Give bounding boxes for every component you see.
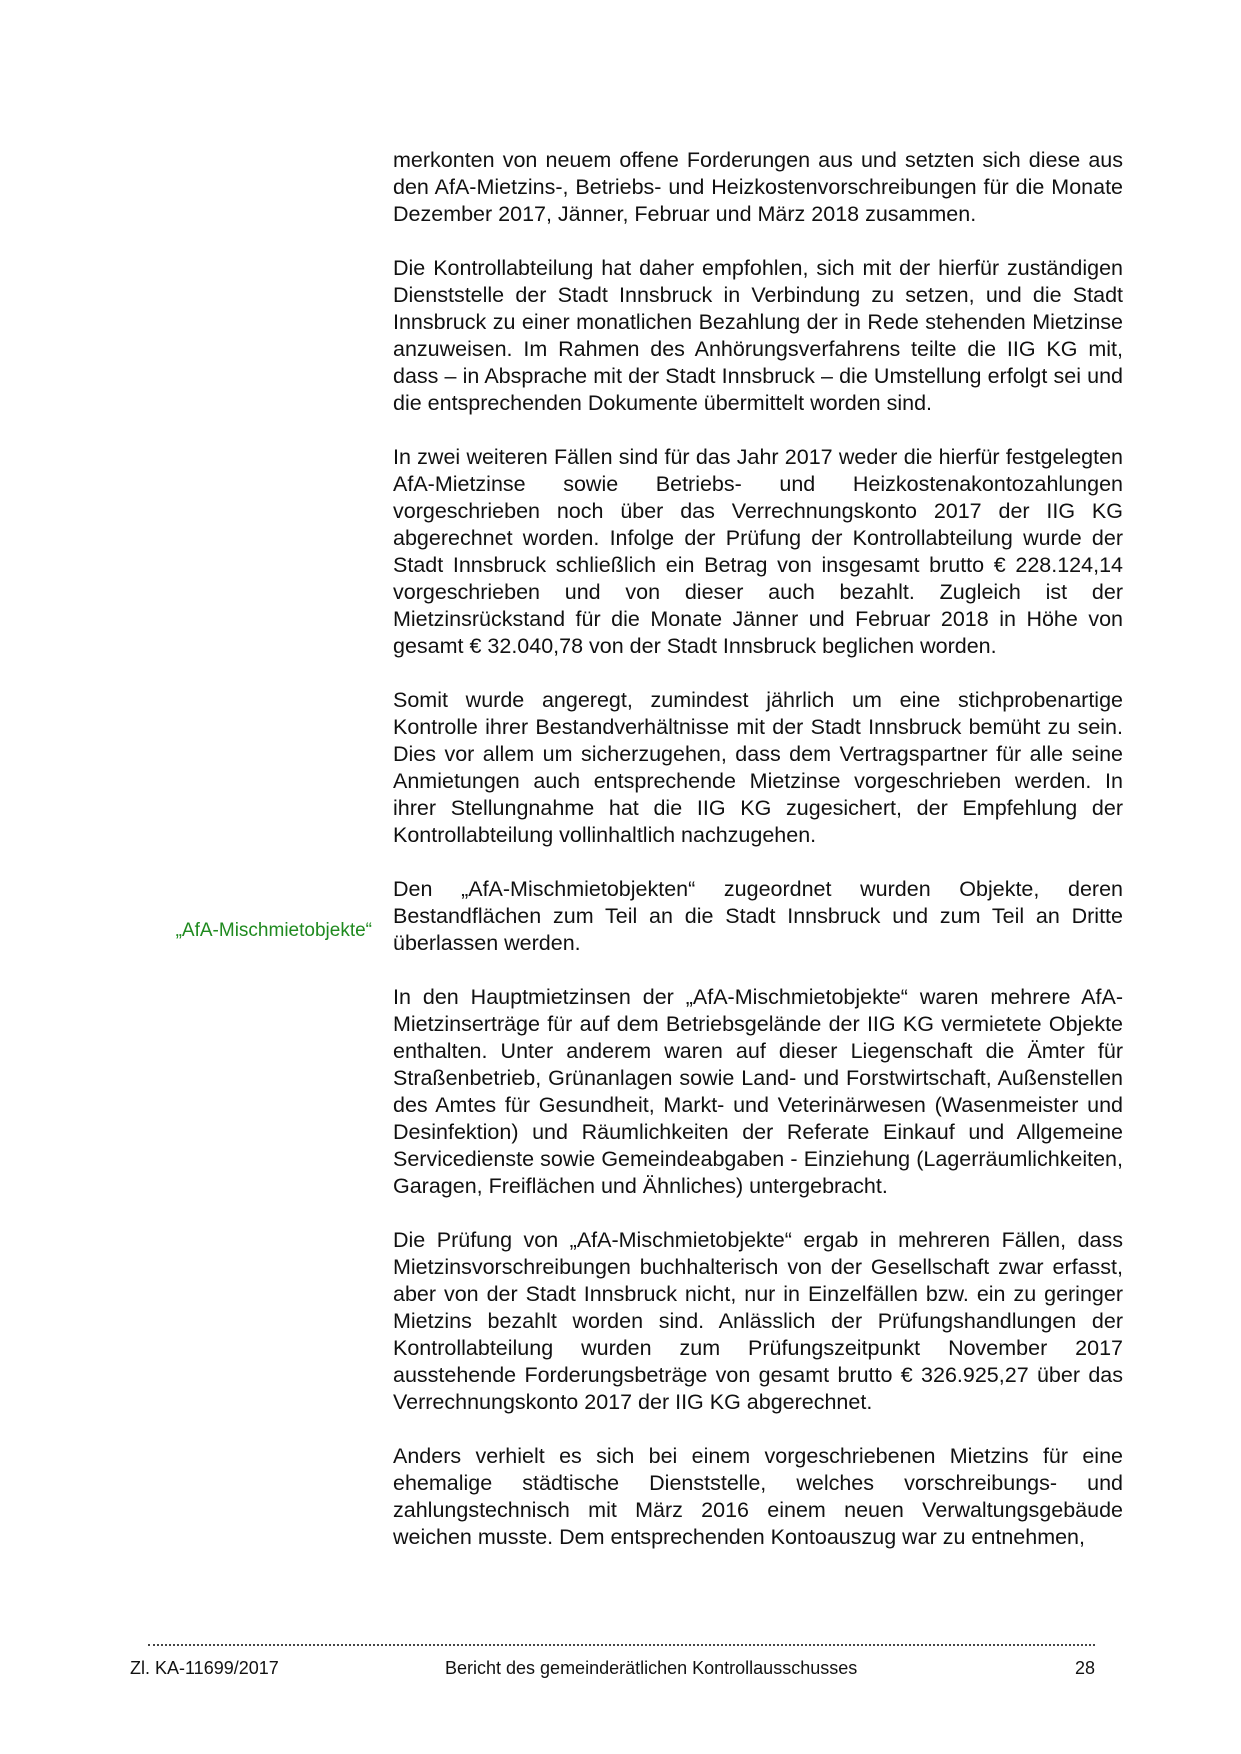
paragraph: Anders verhielt es sich bei einem vorgeschriebenen Mietzins für eine ehemalige städtische Dienststelle, welches vorschreibungs- und zahlungstechnisch mit März 2016 einem neuen Verwaltungsgebäude weichen musste. Dem entsprechenden Kontoauszug war zu entnehmen, [393,1444,1123,1549]
margin-heading: „AfA-Mischmietobjekte“ [175,920,372,941]
paragraph: In den Hauptmietzinsen der „AfA-Mischmietobjekte“ waren mehrere AfA-Mietzinserträge für auf dem Betriebsgelände der IIG KG vermietete Objekte enthalten. Unter anderem waren auf dieser Liegenschaft die Ämter für Straßenbetrieb, Grünanlagen sowie Land- und Forstwirtschaft, Außenstellen des Amtes für Gesundheit, Markt- und Veterinärwesen (Wasenmeister und Desinfektion) und Räumlichkeiten der Referate Einkauf und Allgemeine Servicedienste sowie Gemeindeabgaben - Einziehung (Lagerräumlichkeiten, Garagen, Freiflächen und Ähnliches) untergebracht. [393,985,1123,1198]
paragraph: Die Prüfung von „AfA-Mischmietobjekte“ ergab in mehreren Fällen, dass Mietzinsvorschreibungen buchhalterisch von der Gesellschaft zwar erfasst, aber von der Stadt Innsbruck nicht, nur in Einzelfällen bzw. ein zu geringer Mietzins bezahlt worden sind. Anlässlich der Prüfungshandlungen der Kontrollabteilung wurden zum Prüfungszeitpunkt November 2017 ausstehende Forderungsbeträge von gesamt brutto € 326.925,27 über das Verrechnungskonto 2017 der IIG KG abgerechnet. [393,1228,1123,1414]
footer-title: Bericht des gemeinderätlichen Kontrollausschusses [445,1658,858,1678]
page-footer [130,1656,1095,1680]
paragraph: In zwei weiteren Fällen sind für das Jahr 2017 weder die hierfür festgelegten AfA-Mietzinse sowie Betriebs- und Heizkostenakontozahlungen vorgeschrieben noch über das Verrechnungskonto 2017 der IIG KG abgerechnet worden. Infolge der Prüfung der Kontrollabteilung wurde der Stadt Innsbruck schließlich ein Betrag von insgesamt brutto € 228.124,14 vorgeschrieben und von dieser auch bezahlt. Zugleich ist der Mietzinsrückstand für die Monate Jänner und Februar 2018 in Höhe von gesamt € 32.040,78 von der Stadt Innsbruck beglichen worden. [393,445,1123,658]
paragraph: Den „AfA-Mischmietobjekten“ zugeordnet wurden Objekte, deren Bestandflächen zum Teil an die Stadt Innsbruck und zum Teil an Dritte überlassen werden. [393,877,1123,955]
page-number: 28 [1074,1658,1095,1678]
paragraph: Somit wurde angeregt, zumindest jährlich um eine stichprobenartige Kontrolle ihrer Bestandverhältnisse mit der Stadt Innsbruck bemüht zu sein. Dies vor allem um sicherzugehen, dass dem Vertragspartner für alle seine Anmietungen auch entsprechende Mietzinse vorgeschrieben werden. In ihrer Stellungnahme hat die IIG KG zugesichert, der Empfehlung der Kontrollabteilung vollinhaltlich nachzugehen. [393,688,1123,847]
footer-reference: Zl. KA-11699/2017 [130,1658,279,1678]
paragraph: merkonten von neuem offene Forderungen aus und setzten sich diese aus den AfA-Mietzins-, Betriebs- und Heizkostenvorschreibungen für die Monate Dezember 2017, Jänner, Februar und März 2018 zusammen. [393,148,1123,226]
paragraph: Die Kontrollabteilung hat daher empfohlen, sich mit der hierfür zuständigen Dienststelle der Stadt Innsbruck in Verbindung zu setzen, und die Stadt Innsbruck zu einer monatlichen Bezahlung der in Rede stehenden Mietzinse anzuweisen. Im Rahmen des Anhörungsverfahrens teilte die IIG KG mit, dass – in Absprache mit der Stadt Innsbruck – die Umstellung erfolgt sei und die entsprechenden Dokumente übermittelt worden sind. [393,256,1123,415]
footer-divider [148,1644,1095,1646]
body-text [393,147,1123,1551]
